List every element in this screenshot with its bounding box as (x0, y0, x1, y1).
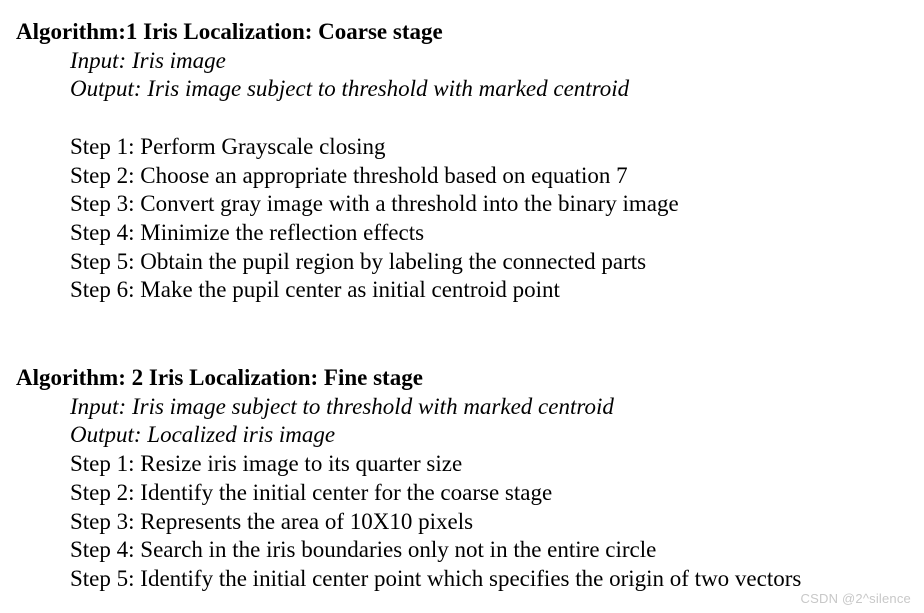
algorithm-2-step: Step 4: Search in the iris boundaries only not in the entire circle (70, 537, 657, 563)
algorithm-2-step: Step 2: Identify the initial center for the coarse stage (70, 479, 553, 505)
watermark: CSDN @2^silence (800, 591, 911, 606)
algorithm-2-block (16, 364, 896, 594)
algorithm-2-output: Output: Localized iris image (70, 422, 336, 448)
algorithm-2-step: Step 3: Represents the area of 10X10 pixels (70, 508, 474, 534)
algorithm-1-output: Output: Iris image subject to threshold with marked centroid (70, 76, 630, 102)
algorithm-1-title: Algorithm:1 Iris Localization: Coarse stage (16, 19, 443, 44)
algorithm-2-step: Step 5: Identify the initial center point which specifies the origin of two vectors (70, 565, 802, 591)
algorithm-1-step: Step 4: Minimize the reflection effects (70, 219, 425, 245)
algorithm-1-block (16, 18, 896, 305)
algorithm-2-title: Algorithm: 2 Iris Localization: Fine stage (16, 365, 423, 390)
algorithm-1-input: Input: Iris image (70, 47, 226, 73)
algorithm-1-step: Step 3: Convert gray image with a threshold into the binary image (70, 191, 679, 217)
algorithm-1-step: Step 2: Choose an appropriate threshold based on equation 7 (70, 162, 628, 188)
algorithm-1-step: Step 5: Obtain the pupil region by labeling the connected parts (70, 248, 647, 274)
algorithm-2-step: Step 1: Resize iris image to its quarter size (70, 451, 463, 477)
spacer (16, 104, 896, 133)
algorithm-1-step: Step 1: Perform Grayscale closing (70, 133, 386, 159)
algorithm-1-step: Step 6: Make the pupil center as initial centroid point (70, 277, 560, 303)
algorithm-2-input: Input: Iris image subject to threshold with marked centroid (70, 393, 614, 419)
